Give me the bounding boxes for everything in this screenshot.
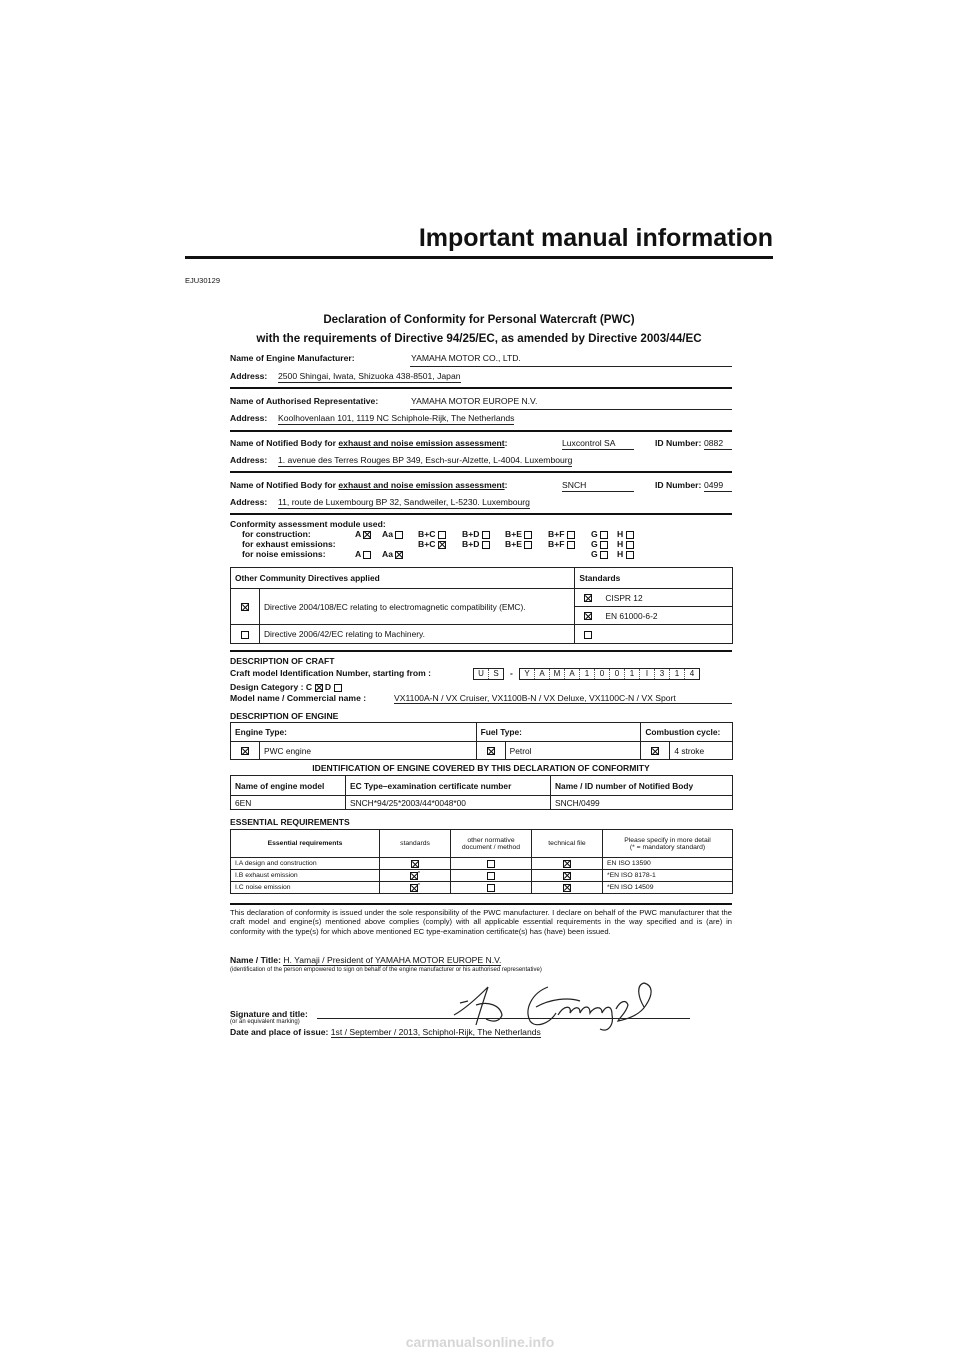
cin-prefix-boxes <box>473 668 504 680</box>
address-label: Address: <box>230 455 268 465</box>
checkbox <box>482 531 490 539</box>
notified2-label: Name of Notified Body for exhaust and noise emission assessment: <box>230 480 508 490</box>
checkbox-checked <box>411 860 419 868</box>
directives-header: Other Community Directives applied <box>231 568 575 589</box>
checkbox-checked <box>241 603 249 611</box>
exhaust-row: for exhaust emissions: B+C B+D B+E B+F G H <box>230 539 732 549</box>
document-code: EJU30129 <box>185 276 221 285</box>
cin-character-box: 3 <box>655 669 670 679</box>
separator <box>230 903 732 905</box>
id-label: ID Number: <box>655 438 702 448</box>
date-place: 1st / September / 2013, Schiphol-Rijk, The Netherlands <box>330 1027 541 1037</box>
cin-character-box: S <box>493 669 499 678</box>
notified2-name: SNCH <box>562 480 634 492</box>
cin-character-box: 0 <box>610 669 625 679</box>
notified1-id: 0882 <box>704 438 732 450</box>
cin-character-box: A <box>565 669 580 679</box>
notified2-field <box>230 480 732 494</box>
conformity-modules <box>230 519 732 559</box>
identification-title: IDENTIFICATION OF ENGINE COVERED BY THIS DECLARATION OF CONFORMITY <box>312 763 650 773</box>
cin-character-box: 1 <box>670 669 685 679</box>
underline <box>410 366 732 367</box>
checkbox-checked <box>410 872 418 880</box>
checkbox-checked <box>584 594 592 602</box>
notified1-label: Name of Notified Body for exhaust and noise emission assessment: <box>230 438 508 448</box>
checkbox <box>482 541 490 549</box>
address-label: Address: <box>230 371 268 381</box>
notified2-id: 0499 <box>704 480 732 492</box>
authorised-address: Koolhovenlaan 101, 1119 NC Schiphole-Rijk, The Netherlands <box>278 413 515 423</box>
name-note: (identification of the person empowered to sign on behalf of the engine manufacturer or his authorised representative) <box>230 967 542 973</box>
checkbox <box>567 541 575 549</box>
checkbox-checked <box>563 884 571 892</box>
model-name: VX1100A-N / VX Cruiser, VX1100B-N / VX Deluxe, VX1100C-N / VX Sport <box>394 693 732 704</box>
certificate-number: SNCH*94/25*2003/44*0048*00 <box>346 796 551 810</box>
checkbox <box>626 551 634 559</box>
manufacturer-address: 2500 Shingai, Iwata, Shizuoka 438-8501, Japan <box>278 371 461 381</box>
cin-character-box: A <box>535 669 550 679</box>
notified1-address: 1. avenue des Terres Rouges BP 349, Esch-sur-Alzette, L-4004. Luxembourg <box>278 455 573 465</box>
checkbox <box>363 551 371 559</box>
craft-id-label: Craft model Identification Number, starting from : <box>230 668 432 678</box>
notified1-field <box>230 438 732 452</box>
address-label: Address: <box>230 497 268 507</box>
signature-note: (or an equivalent marking) <box>230 1019 300 1025</box>
declaration-title-1: Declaration of Conformity for Personal Watercraft (PWC) <box>323 313 635 326</box>
underline <box>410 409 732 410</box>
checkbox <box>334 684 342 692</box>
checkbox <box>626 541 634 549</box>
signatory-name: H. Yamaji / President of YAMAHA MOTOR EUROPE N.V. <box>283 955 502 965</box>
page-title: Important manual information <box>418 224 773 252</box>
fuel-type: Petrol <box>505 742 641 760</box>
checkbox-checked <box>563 872 571 880</box>
checkbox <box>487 860 495 868</box>
separator <box>230 430 732 432</box>
checkbox-checked <box>563 860 571 868</box>
construction-row: for construction: A Aa B+C B+D B+E B+F G H <box>230 529 732 539</box>
directives-table <box>230 567 733 644</box>
craft-id-row <box>230 668 732 681</box>
checkbox <box>600 551 608 559</box>
cin-character-box: 4 <box>689 669 695 678</box>
cin-dash: - <box>510 668 513 678</box>
cin-character-box: I <box>640 669 655 679</box>
manufacturer-address-field <box>230 371 732 385</box>
authorised-address-field <box>230 413 732 427</box>
checkbox-checked <box>584 612 592 620</box>
separator <box>230 387 732 389</box>
checkbox-checked <box>241 747 249 755</box>
checkbox <box>487 884 495 892</box>
design-category-row: Design Category : C D <box>230 682 342 692</box>
cin-character-box: 1 <box>625 669 640 679</box>
checkbox <box>584 631 592 639</box>
cin-character-box: 1 <box>580 669 595 679</box>
checkbox-checked <box>487 747 495 755</box>
checkbox <box>600 541 608 549</box>
date-row: Date and place of issue: 1st / September / 2013, Schiphol-Rijk, The Netherlands <box>230 1027 541 1037</box>
cin-character-box: U <box>474 669 489 679</box>
craft-section-title: DESCRIPTION OF CRAFT <box>230 656 335 666</box>
checkbox-checked <box>315 684 323 692</box>
checkbox <box>487 872 495 880</box>
standard-en61000: EN 61000-6-2 <box>601 607 732 625</box>
declaration-title-2: with the requirements of Directive 94/25/EC, as amended by Directive 2003/44/EC <box>256 332 702 345</box>
authorised-name-field <box>230 396 732 410</box>
cin-character-box: Y <box>520 669 535 679</box>
checkbox-checked <box>410 884 418 892</box>
notified-body-id: SNCH/0499 <box>551 796 733 810</box>
checkbox <box>395 531 403 539</box>
id-label: ID Number: <box>655 480 702 490</box>
address-label: Address: <box>230 413 268 423</box>
cin-rest-boxes <box>519 668 700 680</box>
model-name-row: Model name / Commercial name : VX1100A-N / VX Cruiser, VX1100B-N / VX Deluxe, VX1100C-N / VX Sport <box>230 693 732 703</box>
checkbox <box>626 531 634 539</box>
authorised-label: Name of Authorised Representative: <box>230 396 379 406</box>
engine-section-title: DESCRIPTION OF ENGINE <box>230 711 339 721</box>
machinery-directive: Directive 2006/42/EC relating to Machinery. <box>260 625 575 644</box>
identification-table: Name of engine model EC Type–examination certificate number Name / ID number of Notified Body 6EN SNCH*94/25*2003/44*0048*00 SNCH/0499 <box>230 775 733 810</box>
checkbox-checked <box>395 551 403 559</box>
standard-cispr: CISPR 12 <box>601 589 732 607</box>
checkbox <box>567 531 575 539</box>
notified1-name: Luxcontrol SA <box>562 438 634 450</box>
essential-title: ESSENTIAL REQUIREMENTS <box>230 817 350 827</box>
checkbox <box>438 531 446 539</box>
signature-line <box>317 1018 690 1019</box>
engine-type: PWC engine <box>260 742 477 760</box>
engine-table: Engine Type: Fuel Type: Combustion cycle: PWC engine Petrol 4 stroke <box>230 722 733 760</box>
checkbox-checked <box>438 541 446 549</box>
watermark: carmanualsonline.info <box>405 1334 555 1350</box>
standards-header: Standards <box>575 568 733 589</box>
separator <box>230 471 732 473</box>
signature-row: Signature and title: <box>230 1009 690 1019</box>
separator <box>230 650 732 652</box>
noise-row: for noise emissions: A Aa G H <box>230 549 732 559</box>
authorised-name: YAMAHA MOTOR EUROPE N.V. <box>411 396 538 406</box>
notified2-address-field <box>230 497 732 511</box>
checkbox <box>524 541 532 549</box>
checkbox <box>524 531 532 539</box>
checkbox <box>600 531 608 539</box>
checkbox <box>241 631 249 639</box>
manufacturer-label: Name of Engine Manufacturer: <box>230 353 355 363</box>
manufacturer-name-field <box>230 353 732 367</box>
checkbox-checked <box>651 747 659 755</box>
manufacturer-name: YAMAHA MOTOR CO., LTD. <box>411 353 521 363</box>
notified2-address: 11, route de Luxembourg BP 32, Sandweiler, L-5230. Luxembourg <box>278 497 530 507</box>
engine-model: 6EN <box>231 796 346 810</box>
declaration-statement: This declaration of conformity is issued under the sole responsibility of the PWC manufacturer. I declare on behalf of the PWC manufacturer that the craft model and engine(s) mentioned above complies (comply) with all applicable essential requirements in the way specified and is (are) in conformity with the type(s) for which above mentioned EC type-examination certificate(s) has (have) been issued. <box>230 908 732 936</box>
name-title-row: Name / Title: H. Yamaji / President of YAMAHA MOTOR EUROPE N.V. <box>230 955 502 965</box>
combustion-cycle: 4 stroke <box>670 742 733 760</box>
header-rule <box>185 256 773 259</box>
checkbox-checked <box>363 531 371 539</box>
conformity-title: Conformity assessment module used: <box>230 519 386 529</box>
emc-directive: Directive 2004/108/EC relating to electromagnetic compatibility (EMC). <box>260 589 575 625</box>
cin-character-box: 0 <box>595 669 610 679</box>
essential-table: Essential requirements standards other normative document / method technical file Please specify in more detail (* = mandatory standard) I.A design and construction EN ISO 13590 I.B exhaust emission * *EN ISO 8178-1 I.C noise emission * *EN ISO 14509 <box>230 829 733 894</box>
notified1-address-field <box>230 455 732 469</box>
cin-character-box: M <box>550 669 565 679</box>
separator <box>230 513 732 515</box>
